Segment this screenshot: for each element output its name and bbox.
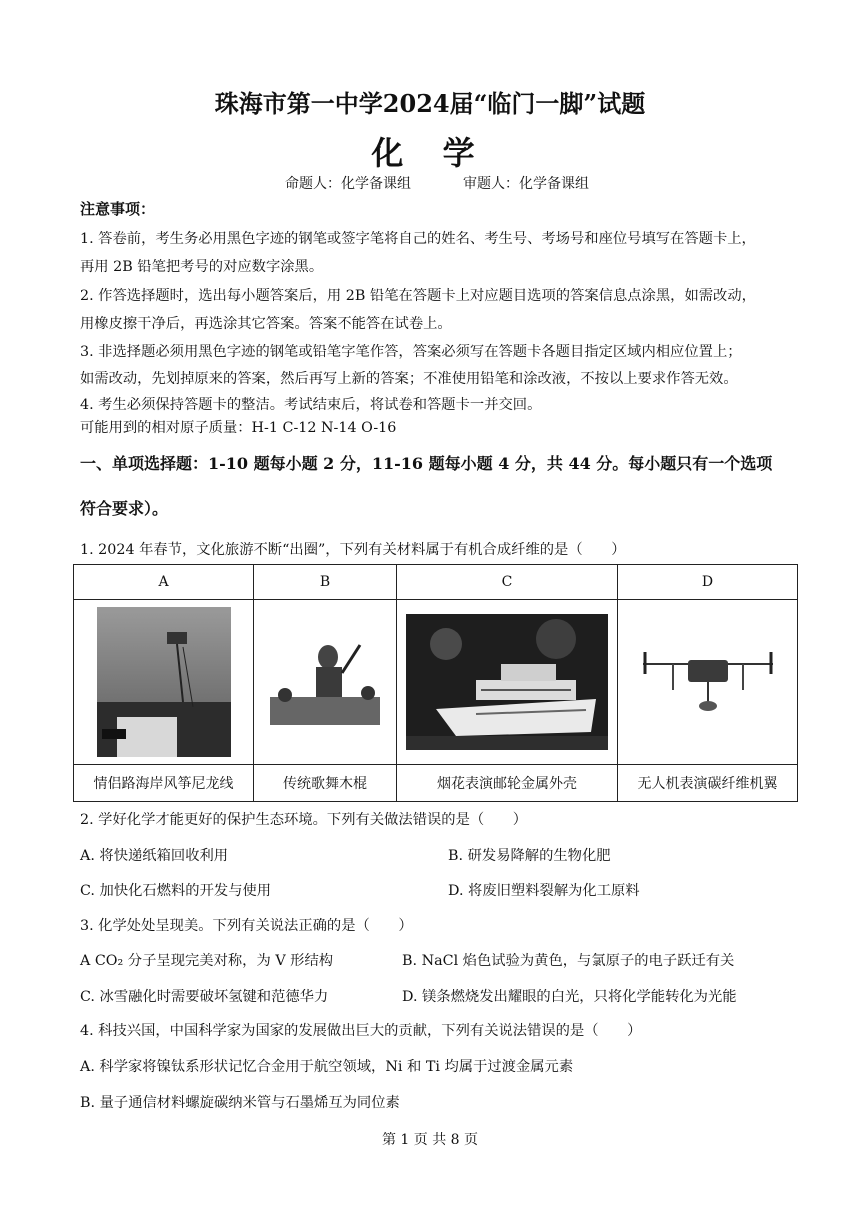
q2-option-b: B. 研发易降解的生物化肥	[448, 848, 611, 864]
question-2-stem: 2. 学好化学才能更好的保护生态环境。下列有关做法错误的是（ ）	[80, 812, 528, 828]
notice-line: 再用 2B 铅笔把考号的对应数字涂黑。	[80, 259, 324, 275]
notice-line: 3. 非选择题必须用黑色字迹的钢笔或铅笔字笔作答，答案必须写在答题卡各题目指定区域内相应位置上；	[80, 344, 742, 360]
option-a-caption: 情侣路海岸风筝尼龙线	[74, 765, 254, 802]
atomic-mass-line: 可能用到的相对原子质量：H-1 C-12 N-14 O-16	[80, 420, 397, 436]
q2-option-a: A. 将快递纸箱回收利用	[80, 848, 229, 864]
option-d-image-cell	[618, 600, 798, 765]
notice-line: 用橡皮擦干净后，再选涂其它答案。答案不能答在试卷上。	[80, 316, 452, 332]
option-d-caption: 无人机表演碳纤维机翼	[618, 765, 798, 802]
option-c-image-cell	[397, 600, 618, 765]
exam-title: 珠海市第一中学2024届“临门一脚”试题	[214, 89, 646, 118]
option-a-image-cell	[74, 600, 254, 765]
question-1-stem: 1. 2024 年春节，文化旅游不断“出圈”，下列有关材料属于有机合成纤维的是（ ）	[80, 542, 626, 558]
subject-title: 化 学	[371, 134, 489, 172]
notice-line: 2. 作答选择题时，选出每小题答案后，用 2B 铅笔在答题卡上对应题目选项的答案信息点涂黑，如需改动，	[80, 288, 756, 304]
option-b-caption: 传统歌舞木棍	[254, 765, 397, 802]
notice-heading: 注意事项：	[80, 200, 156, 218]
option-d-header: D	[618, 565, 798, 600]
section-heading-cont: 符合要求）。	[80, 499, 169, 518]
q2-option-d: D. 将废旧塑料裂解为化工原料	[448, 883, 640, 899]
page-footer: 第 1 页 共 8 页	[381, 1132, 479, 1148]
option-c-header: C	[397, 565, 618, 600]
notice-line: 1. 答卷前，考生务必用黑色字迹的钢笔或签字笔将自己的姓名、考生号、考场号和座位号填写在答题卡上，	[80, 231, 756, 247]
option-b-image-cell	[254, 600, 397, 765]
option-c-caption: 烟花表演邮轮金属外壳	[397, 765, 618, 802]
notice-line: 4. 考生必须保持答题卡的整洁。考试结束后，将试卷和答题卡一并交回。	[80, 397, 542, 413]
section-heading: 一、单项选择题：1-10 题每小题 2 分，11-16 题每小题 4 分，共 44 分。每小题只有一个选项	[80, 454, 773, 473]
question-3-stem: 3. 化学处处呈现美。下列有关说法正确的是（ ）	[80, 918, 413, 934]
q3-option-a: A CO₂ 分子呈现完美对称，为 V 形结构	[80, 953, 334, 969]
reviewer-text: 审题人：化学备课组	[463, 176, 589, 192]
q3-option-d: D. 镁条燃烧发出耀眼的白光，只将化学能转化为光能	[402, 989, 737, 1005]
q4-option-a: A. 科学家将镍钛系形状记忆合金用于航空领域，Ni 和 Ti 均属于过渡金属元素	[80, 1059, 574, 1075]
question-4-stem: 4. 科技兴国，中国科学家为国家的发展做出巨大的贡献，下列有关说法错误的是（ ）	[80, 1023, 642, 1039]
option-b-header: B	[254, 565, 397, 600]
notice-line: 如需改动，先划掉原来的答案，然后再写上新的答案；不准使用铅笔和涂改液，不按以上要求作答无效。	[80, 371, 738, 387]
author-text: 命题人：化学备课组	[285, 176, 411, 192]
q2-option-c: C. 加快化石燃料的开发与使用	[80, 883, 272, 899]
dance-photo	[260, 635, 390, 730]
question-1-options-table	[73, 564, 798, 802]
cruise-ship-photo	[406, 614, 608, 750]
drone-photo	[633, 642, 783, 722]
kite-photo	[97, 607, 231, 757]
q3-option-b: B. NaCl 焰色试验为黄色，与氯原子的电子跃迁有关	[402, 953, 735, 969]
authors-line	[285, 173, 641, 193]
option-a-header: A	[74, 565, 254, 600]
q3-option-c: C. 冰雪融化时需要破坏氢键和范德华力	[80, 989, 329, 1005]
q4-option-b: B. 量子通信材料螺旋碳纳米管与石墨烯互为同位素	[80, 1095, 400, 1111]
